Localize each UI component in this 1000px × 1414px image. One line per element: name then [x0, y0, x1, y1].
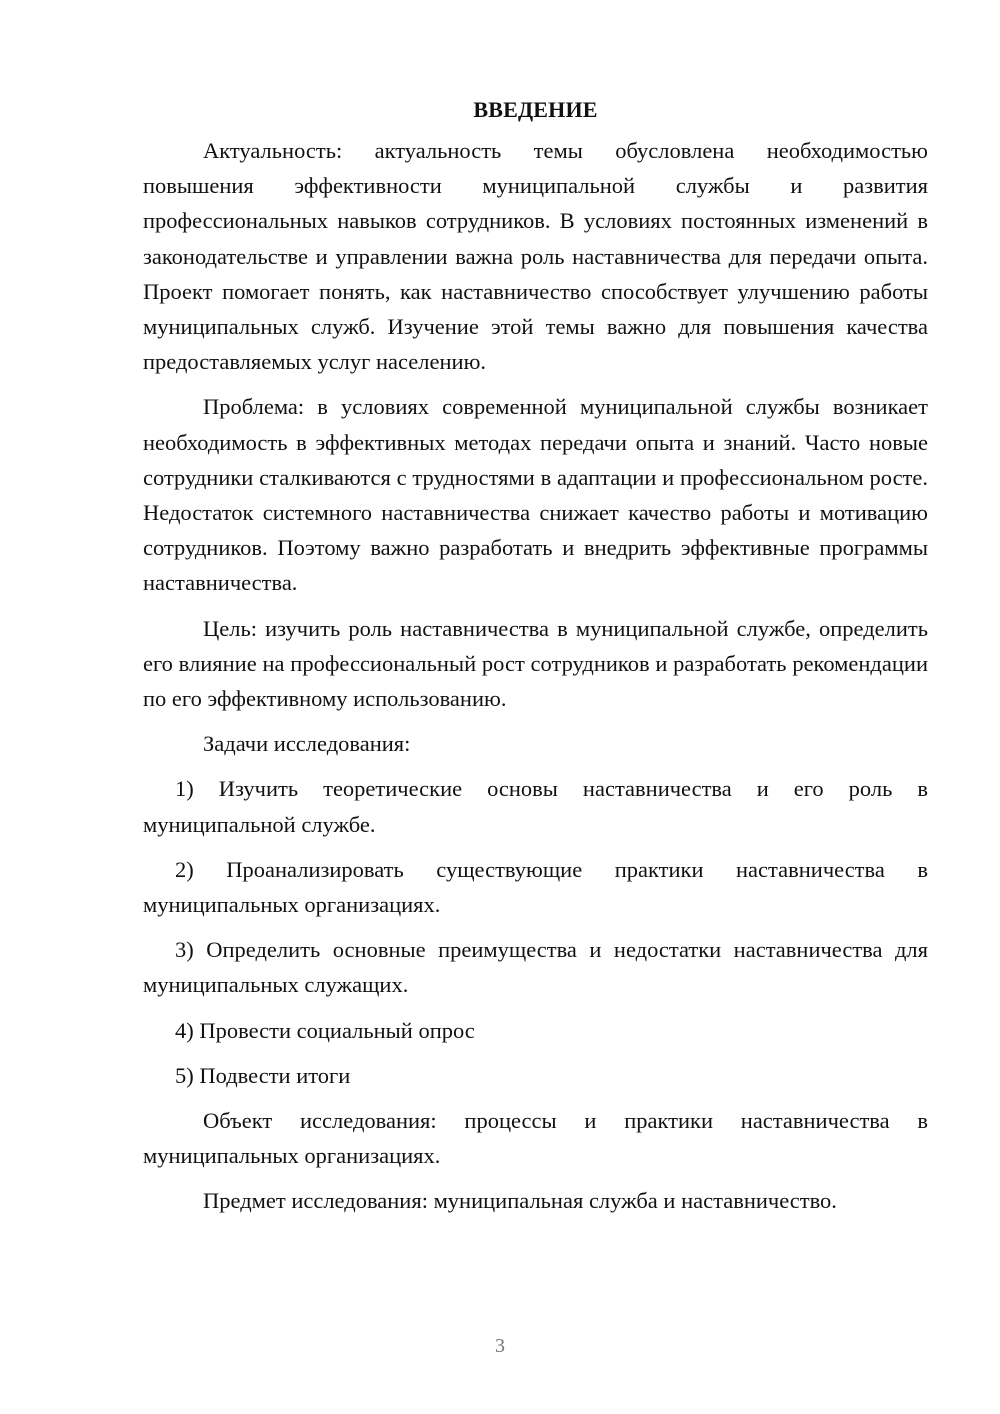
- task-item-1: 1) Изучить теоретические основы наставничества и его роль в муниципальной службе.: [143, 776, 928, 837]
- paragraph-relevance: Актуальность: актуальность темы обусловлена необходимостью повышения эффективности муниципальной службы и развития профессиональных навыков сотрудников. В условиях постоянных изменений в законодательстве и управлении важна роль наставничества для передачи опыта. Проект помогает понять, как наставничество способствует улучшению работы муниципальных служб. Изучение этой темы важно для повышения качества предоставляемых услуг населению.: [143, 138, 928, 375]
- paragraph-subject: Предмет исследования: муниципальная служба и наставничество.: [203, 1188, 837, 1214]
- page-number: 3: [495, 1335, 505, 1357]
- page-content: [143, 92, 928, 1229]
- page-title: ВВЕДЕНИЕ: [473, 97, 598, 122]
- task-item-2: 2) Проанализировать существующие практики наставничества в муниципальных организациях.: [143, 856, 928, 918]
- task-item-5: 5) Подвести итоги: [175, 1062, 351, 1088]
- task-item-3: 3) Определить основные преимущества и недостатки наставничества для муниципальных служащих.: [143, 937, 928, 998]
- paragraph-goal: Цель: изучить роль наставничества в муниципальной службе, определить его влияние на профессиональный рост сотрудников и разработать рекомендации по его эффективному использованию.: [143, 615, 928, 712]
- task-item-4: 4) Провести социальный опрос: [175, 1017, 475, 1043]
- paragraph-object: Объект исследования: процессы и практики наставничества в муниципальных организациях.: [143, 1108, 928, 1169]
- paragraph-problem: Проблема: в условиях современной муниципальной службы возникает необходимость в эффективных методах передачи опыта и знаний. Часто новые сотрудники сталкиваются с трудностями в адаптации и профессиональном росте. Недостаток системного наставничества снижает качество работы и мотивацию сотрудников. Поэтому важно разработать и внедрить эффективные программы наставничества.: [143, 394, 928, 596]
- tasks-heading: Задачи исследования:: [203, 731, 411, 757]
